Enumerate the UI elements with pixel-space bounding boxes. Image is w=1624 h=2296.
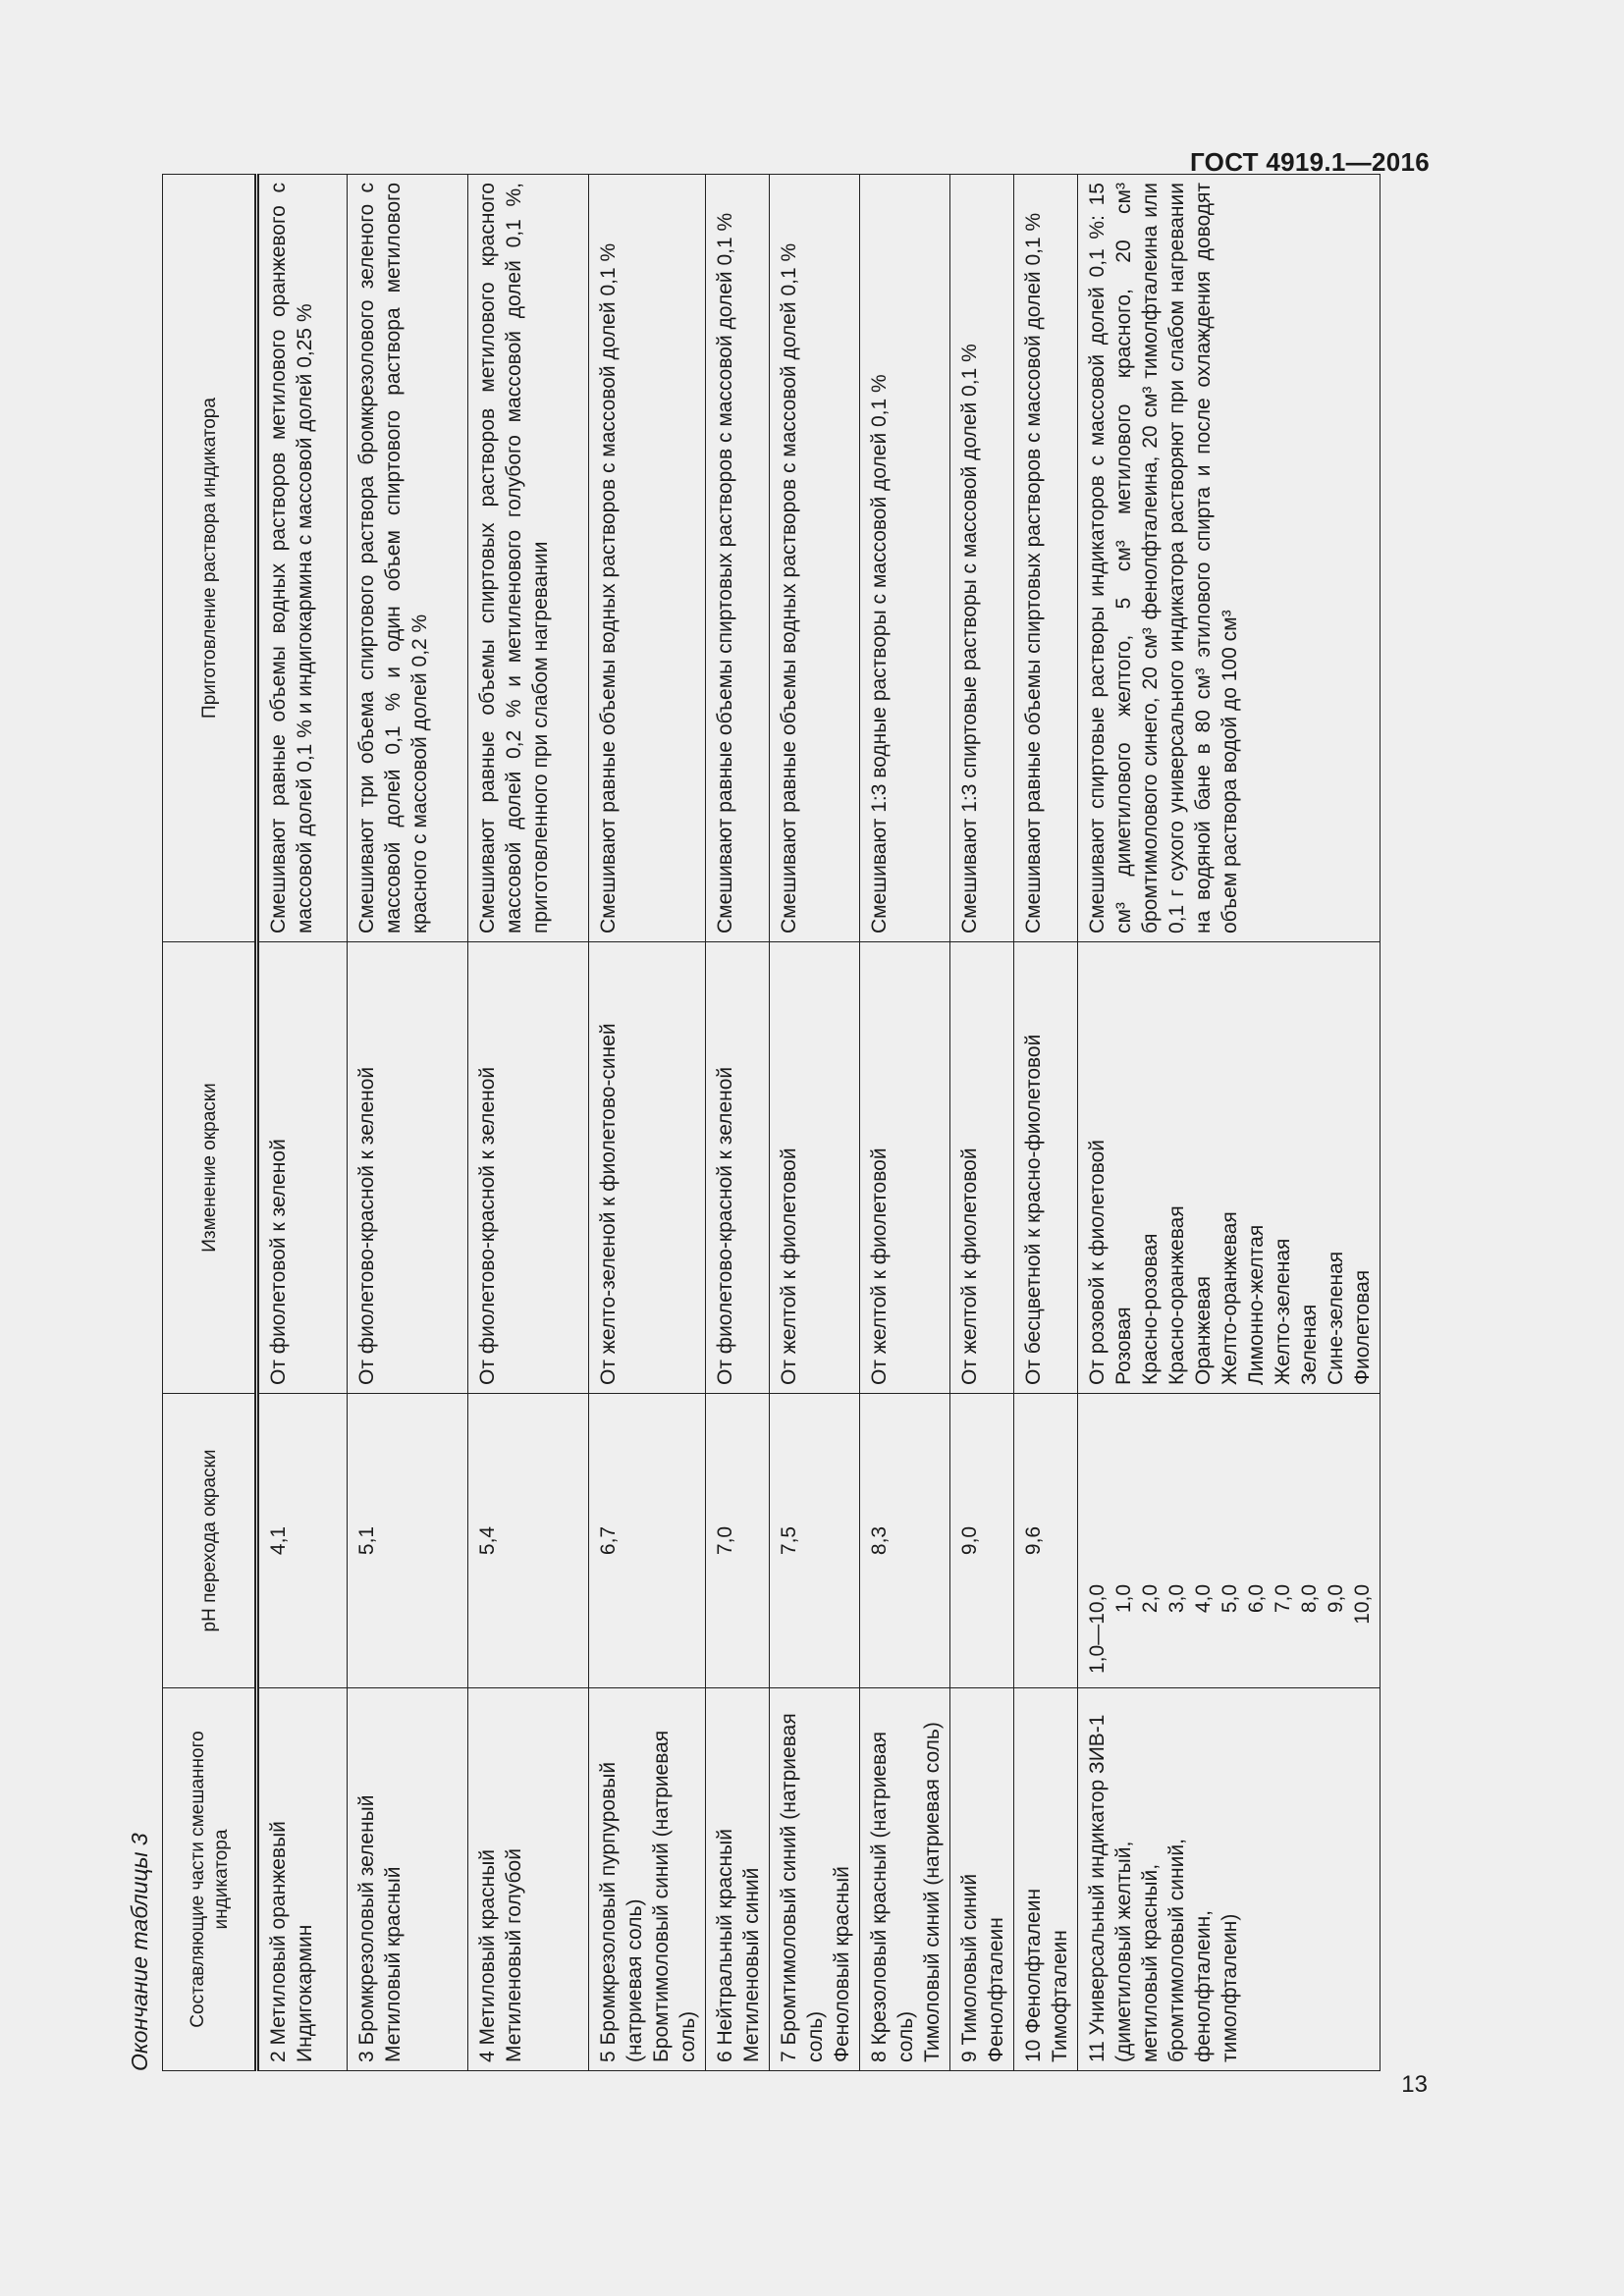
cell-ph xyxy=(1078,1394,1380,1688)
cell-components: 7 Бромтимоловый синий (натриевая соль) Феноловый красный xyxy=(770,1688,860,2071)
rotated-table-container xyxy=(118,175,1374,2071)
table-row xyxy=(706,175,770,2071)
cell-color-change: От желто-зеленой к фиолетово-синей xyxy=(589,942,706,1394)
cell-components: 6 Нейтральный красный Метиленовый синий xyxy=(706,1688,770,2071)
cell-preparation: Смешивают равные объемы спиртовых растворов метилового красного массовой долей 0,2 % и метиленового голубого массовой долей 0,1 %, приготовленного при слабом нагревании xyxy=(468,175,589,942)
cell-components: 11 Универсальный индикатор ЗИВ-1 (диметиловый желтый, метиловый красный, бромтимоловый синий, фенолфталеин, тимолфталеин) xyxy=(1078,1688,1380,2071)
table-caption: Окончание таблицы 3 xyxy=(127,1833,152,2071)
cell-ph: 5,4 xyxy=(468,1394,589,1688)
table-row xyxy=(348,175,468,2071)
cell-color-change: От фиолетово-красной к зеленой xyxy=(468,942,589,1394)
table-row xyxy=(1078,175,1380,2071)
cell-components: 10 Фенолфталеин Тимофталеин xyxy=(1014,1688,1078,2071)
cell-ph: 7,0 xyxy=(706,1394,770,1688)
table-row xyxy=(1014,175,1078,2071)
cell-preparation: Смешивают 1:3 водные растворы с массовой долей 0,1 % xyxy=(860,175,950,942)
table-row xyxy=(257,175,348,2071)
cell-ph: 9,0 xyxy=(950,1394,1014,1688)
page-number: 13 xyxy=(1401,2071,1428,2098)
table-row xyxy=(770,175,860,2071)
cell-ph: 8,3 xyxy=(860,1394,950,1688)
cell-preparation: Смешивают равные объемы спиртовых растворов с массовой долей 0,1 % xyxy=(706,175,770,942)
ph-values: 1,0—10,0 1,0 2,0 3,0 4,0 5,0 6,0 7,0 8,0 9,0 10,0 xyxy=(1086,1583,1374,1674)
cell-preparation: Смешивают три объема спиртового раствора бромкрезолового зеленого с массовой долей 0,1 % и один объем спиртового раствора метилового красного с массовой долей 0,2 % xyxy=(348,175,468,942)
document-header: ГОСТ 4919.1—2016 xyxy=(1189,147,1430,177)
cell-ph: 4,1 xyxy=(257,1394,348,1688)
column-header-ph: pH перехода окраски xyxy=(163,1394,257,1688)
cell-color-change: От желтой к фиолетовой xyxy=(860,942,950,1394)
cell-components: 5 Бромкрезоловый пурпуровый (натриевая соль) Бромтимоловый синий (натриевая соль) xyxy=(589,1688,706,2071)
cell-preparation: Смешивают спиртовые растворы индикаторов с массовой долей 0,1 %: 15 см³ диметилового желтого, 5 см³ метилового красного, 20 см³ бромтимолового синего, 20 см³ фенолфталеина, 20 см³ тимолфталеина или 0,1 г сухого универсального индикатора растворяют при слабом нагревании на водяной бане в 80 см³ этилового спирта и после охлаждения доводят объем раствора водой до 100 см³ xyxy=(1078,175,1380,942)
table-header-row xyxy=(163,175,257,2071)
cell-preparation: Смешивают равные объемы водных растворов с массовой долей 0,1 % xyxy=(589,175,706,942)
cell-color-change: От фиолетово-красной к зеленой xyxy=(348,942,468,1394)
table-row xyxy=(468,175,589,2071)
cell-color-change: От фиолетово-красной к зеленой xyxy=(706,942,770,1394)
cell-color-change: От желтой к фиолетовой xyxy=(950,942,1014,1394)
cell-color-change: От фиолетовой к зеленой xyxy=(257,942,348,1394)
column-header-color-change: Изменение окраски xyxy=(163,942,257,1394)
cell-ph: 6,7 xyxy=(589,1394,706,1688)
cell-ph: 5,1 xyxy=(348,1394,468,1688)
cell-components: 2 Метиловый оранжевый Индигокармин xyxy=(257,1688,348,2071)
cell-color-change: От желтой к фиолетовой xyxy=(770,942,860,1394)
column-header-components: Составляющие части смешанного индикатора xyxy=(163,1688,257,2071)
indicator-table xyxy=(162,174,1380,2071)
cell-components: 3 Бромкрезоловый зеленый Метиловый красный xyxy=(348,1688,468,2071)
cell-components: 4 Метиловый красный Метиленовый голубой xyxy=(468,1688,589,2071)
cell-color-change: От розовой к фиолетовой Розовая Красно-розовая Красно-оранжевая Оранжевая Желто-оранжевая Лимонно-желтая Желто-зеленая Зеленая Сине-зеленая Фиолетовая xyxy=(1078,942,1380,1394)
cell-preparation: Смешивают равные объемы водных растворов метилового оранжевого с массовой долей 0,1 % и индигокармина с массовой долей 0,25 % xyxy=(257,175,348,942)
cell-preparation: Смешивают 1:3 спиртовые растворы с массовой долей 0,1 % xyxy=(950,175,1014,942)
table-row xyxy=(860,175,950,2071)
table-row xyxy=(589,175,706,2071)
cell-ph: 9,6 xyxy=(1014,1394,1078,1688)
cell-preparation: Смешивают равные объемы спиртовых растворов с массовой долей 0,1 % xyxy=(1014,175,1078,942)
cell-components: 9 Тимоловый синий Фенолфталеин xyxy=(950,1688,1014,2071)
cell-ph: 7,5 xyxy=(770,1394,860,1688)
cell-preparation: Смешивают равные объемы водных растворов с массовой долей 0,1 % xyxy=(770,175,860,942)
table-row xyxy=(950,175,1014,2071)
cell-color-change: От бесцветной к красно-фиолетовой xyxy=(1014,942,1078,1394)
cell-components: 8 Крезоловый красный (натриевая соль) Тимоловый синий (натриевая соль) xyxy=(860,1688,950,2071)
column-header-preparation: Приготовление раствора индикатора xyxy=(163,175,257,942)
